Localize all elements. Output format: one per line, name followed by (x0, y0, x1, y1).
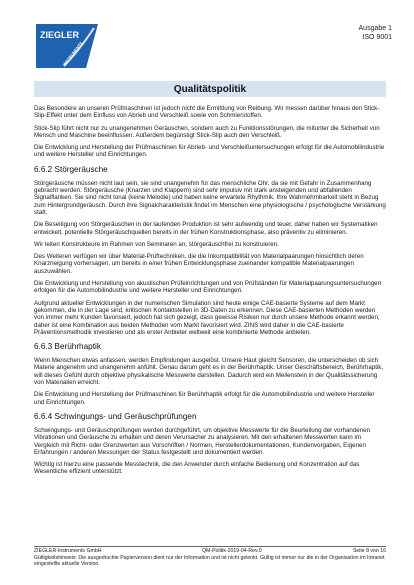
issue-info (359, 24, 392, 42)
section-heading-schwingungen: 6.6.4 Schwingungs- und Geräuschprüfungen (34, 411, 197, 421)
logo-text-instruments: INSTRUMENTS (61, 40, 84, 67)
footer-page-number: Seite 8 von 16 (352, 548, 386, 554)
section-1-paragraph-3: Wir leiten Konstrukteure im Rahmen von Seminaren an, störgeräuschfrei zu konstruieren. (34, 240, 279, 248)
document-body (34, 105, 386, 481)
section-3-paragraph-1: Schwingungs- und Geräuschprüfungen werden durchgeführt, um objektive Messwerte für die Beurteilung der vorhandenen Vibrationen und Geräusche zu erhalten und deren Verursacher zu analysieren. Mit den erhaltenen Messwerten kann im Vergleich mit Richt- oder Grenzwerten aus Vorschriften / Normen, Herstellerdokumentationen, Kundenvorgaben, Eigenen Erfahrungen / anderen Messungen der Status festgestellt und dokumentiert werden. (34, 426, 371, 456)
company-logo (34, 22, 100, 70)
section-1-paragraph-4: Des Weiteren verfügen wir über Material-Prüftechniken, die die Inkompatibilität von Materialpaarungen hinsichtlich deren Knarzneigung vorhersagen, um bereits in einer frühen Entwicklungsphase zueinander kompatible Materialpaarungen auszuwählen. (34, 253, 364, 275)
title-band (34, 81, 386, 97)
section-1-paragraph-6: Aufgrund aktueller Entwicklungen in der numerischen Simulation sind heute einige CAE-basierte Systeme auf dem Markt gekommen, die in der Lage sind, kritischen Kontaktstellen in 3D-Daten zu erkennen. Diese CAE-basierten Methoden werden von immer mehr Kunden favorisiert, jedoch hat sich gezeigt, dass gewisse Risiken nur durch unsere Methode erkannt werden, daher ist eine Kombination aus beiden Methoden vom Markt favorisiert wird. ZINS wird daher in die CAE-basierte Präventionsmethodik investieren und als erster Anbieter weltweit eine kombinierte Methode anbieten. (34, 299, 380, 336)
footer-validity-note: Gültigkeitshinweis: Die ausgedruckte Papierversion dient nur der Information und ist nicht gelenkt. Gültig ist immer nur die in der Organisation im Intranet eingestellte aktuelle Version. (34, 555, 385, 568)
section-heading-beruehrhaptik: 6.6.3 Berührhaptik (34, 342, 101, 352)
footer-document-id: QM-Politik-2019-04-Rev.0 (202, 548, 262, 554)
section-3-paragraph-2: Wichtig ist hierzu eine passende Messtechnik, die den Anwender durch einfache Bedienung und Konzentration auf das Wesentliche effizient unterstützt. (34, 461, 360, 476)
section-2-paragraph-1: Wenn Menschen etwas anfassen, werden Empfindungen ausgelöst. Unsere Haut gleicht Sensoren, die unterscheiden ob sich Materie angenehm und unangenehm anfühlt. Genau darum geht es in der Berührhaptik. Unser Geschäftsbereich, Berührhaptik, will dieses Gefühl durch objektive physikalische Messwerte darstellen. Dadurch wird ein Meilenstein in der Qualitätssicherung von Materialien erreicht. (34, 357, 384, 387)
section-1-paragraph-1: Störgeräusche müssen nicht laut sein, sie sind unangenehm für das menschliche Ohr, da sie mit Gefahr in Zusammenhang gebracht werden. Störgeräusche (Knarzen und Klappern) sind sehr impulsiv mit stark ansteigenden und abfallenden Signalflanken. Sie sind nicht tonal (keine Melodie) und haben keine erwartete Rhythmik. Ihre Wahrnehmbarkeit steht in Bezug zum Hintergrundgeräusch. Durch ihre Signalcharakteristik findet im Menschen eine physiologische / psychologische Verstärkung statt. (34, 179, 386, 216)
intro-paragraph-2: Stick-Slip führt nicht nur zu unangenehmen Geräuschen, sondern auch zu Funktionsstörungen, die mitunter die Sicherheit von Mensch und Maschine beeinflussen. Außerdem begünstigt Stick-Slip auch den Verschleiß. (34, 124, 380, 139)
logo-text-ziegler: ZIEGLER (40, 30, 80, 40)
section-1-paragraph-5: Die Entwicklung und Herstellung von akustischen Prüfeinrichtungen und von Prüfständen für Materialpaarungsuntersuchungen erfolgen für die Automobilindustrie und weitere Hersteller und Einrichtungen. (34, 280, 382, 295)
section-1-paragraph-2: Die Beseitigung von Störgeräuschen in der laufenden Produktion ist sehr aufwendig und teuer, daher haben wir Systematiken entwickelt, potentielle Störgeräuschquellen bereits in der frühen Konstruktionsphase, also präventiv zu eliminieren. (34, 221, 378, 236)
intro-paragraph-1: Das Besondere an unseren Prüfmaschinen ist jedoch nicht die Ermittlung von Reibung. Wir messen darüber hinaus den Stick-Slip-Effekt unter dem Einfluss von Abrieb und Verschleiß sowie von Schmierstoffen. (34, 105, 380, 120)
footer-divider (34, 546, 386, 547)
ziegler-logo-graphic (34, 22, 100, 70)
page-title: Qualitätspolitik (173, 83, 247, 95)
section-heading-stoergeraeusche: 6.6.2 Störgeräusche (34, 164, 108, 174)
issue-number: Ausgabe 1 (358, 25, 392, 32)
intro-paragraph-3: Die Entwicklung und Herstellung der Prüfmaschinen für Abrieb- und Verschleißuntersuchungen erfolgt für die Automobilindustrie und weitere Hersteller und Einrichtungen. (34, 144, 385, 159)
section-2-paragraph-2: Die Entwicklung und Herstellung der Prüfmaschinen für Berührhaptik erfolgt für die Automobilindustrie und weitere Hersteller und Einrichtungen. (34, 391, 375, 406)
iso-standard: ISO 9001 (362, 34, 392, 41)
footer-company: ZIEGLER-Instruments GmbH (34, 548, 102, 554)
